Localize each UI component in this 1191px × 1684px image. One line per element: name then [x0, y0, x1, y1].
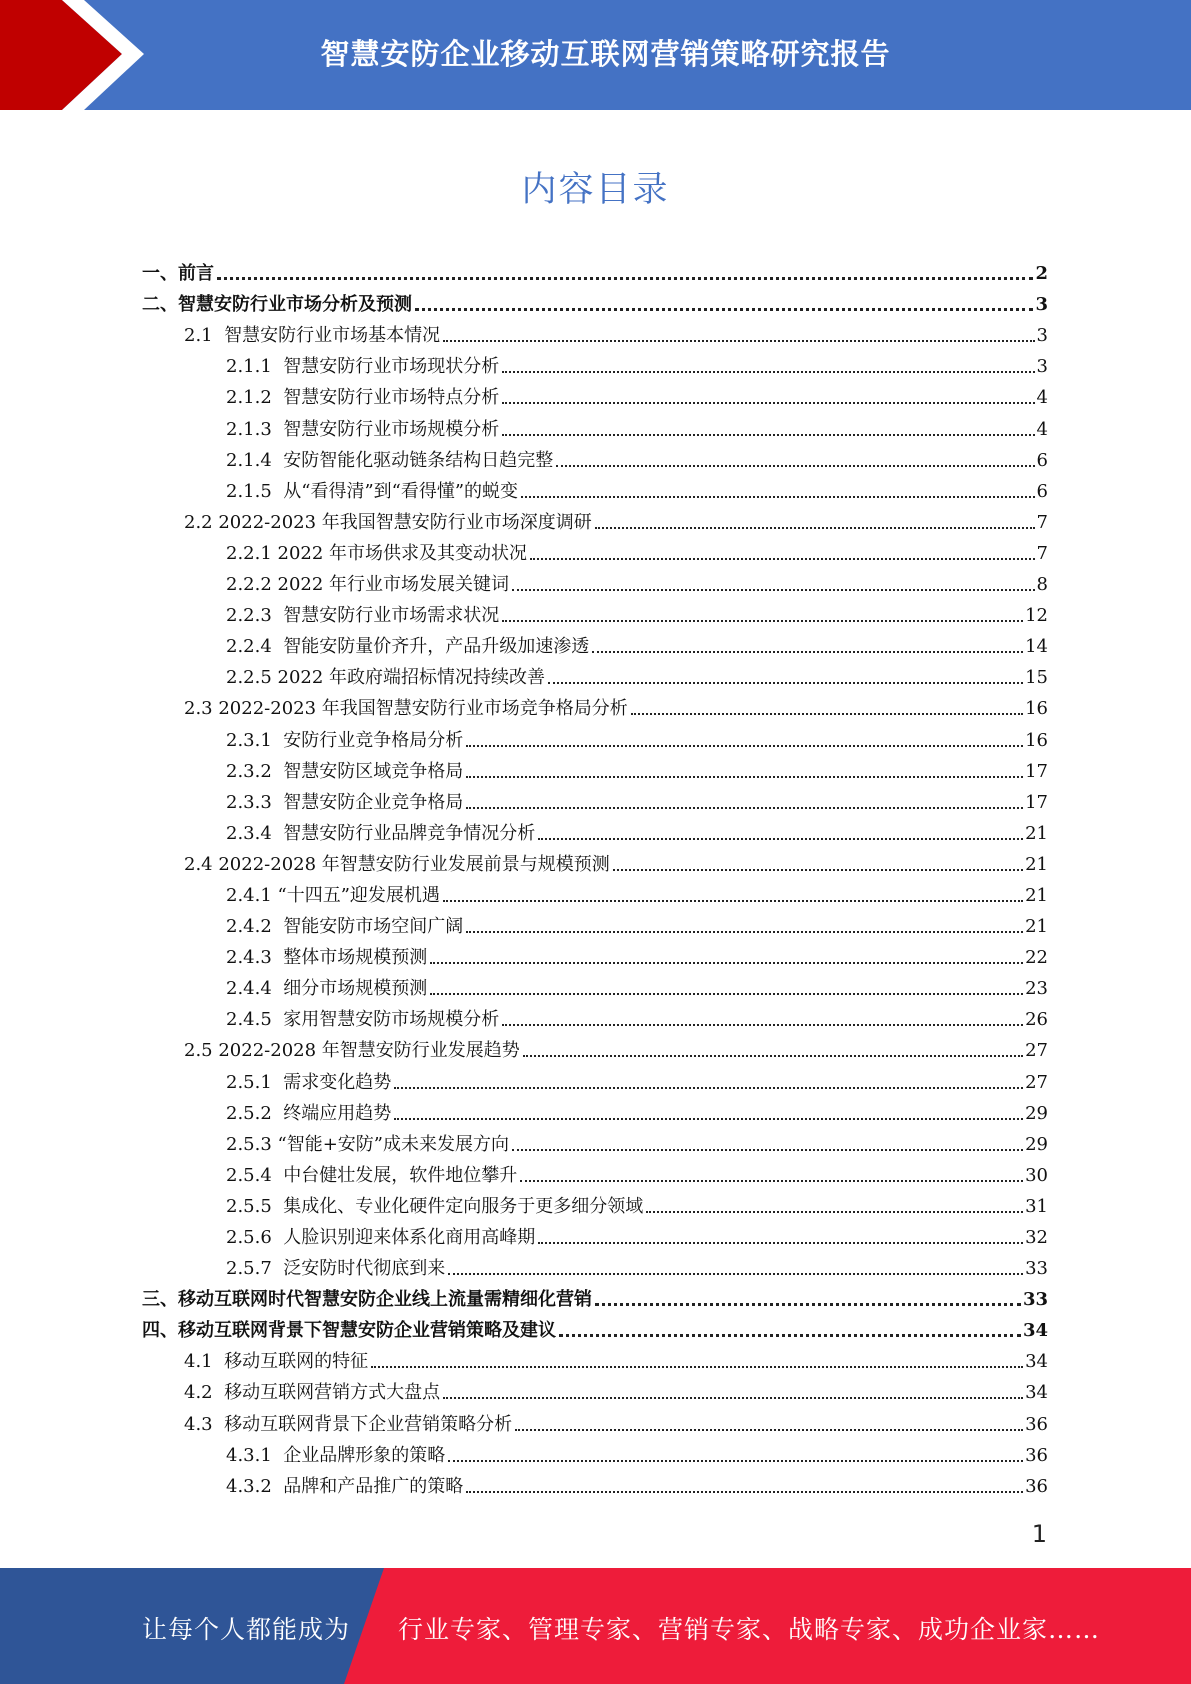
toc-entry-page: 4	[1036, 418, 1048, 440]
toc-entry-page: 30	[1025, 1164, 1048, 1186]
toc-entry[interactable]	[142, 1436, 1048, 1467]
toc-entry-page: 3	[1036, 356, 1048, 378]
toc-entry-title: 4.2 移动互联网营销方式大盘点	[184, 1382, 441, 1404]
toc-entry-page: 3	[1035, 294, 1048, 316]
toc-leader-dots	[515, 1429, 1023, 1431]
toc-entry-page: 22	[1025, 947, 1048, 969]
toc-entry-title: 一、前言	[142, 263, 214, 285]
toc-leader-dots	[502, 402, 1034, 404]
toc-entry-page: 4	[1036, 387, 1048, 409]
toc-entry-page: 7	[1036, 511, 1048, 533]
toc-leader-dots	[530, 558, 1034, 560]
toc-entry[interactable]	[142, 1218, 1048, 1249]
toc-entry[interactable]	[142, 938, 1048, 969]
toc-leader-dots	[646, 1211, 1023, 1213]
toc-entry[interactable]	[142, 907, 1048, 938]
toc-entry-title: 4.3.1 企业品牌形象的策略	[226, 1444, 446, 1466]
toc-entry[interactable]	[142, 316, 1048, 347]
toc-entry[interactable]	[142, 1156, 1048, 1187]
toc-leader-dots	[613, 869, 1023, 871]
toc-entry-page: 27	[1025, 1071, 1048, 1093]
report-title: 智慧安防企业移动互联网营销策略研究报告	[320, 36, 891, 71]
toc-entry-page: 7	[1036, 542, 1048, 564]
toc-leader-dots	[394, 1118, 1023, 1120]
toc-leader-dots	[595, 527, 1035, 529]
toc-entry[interactable]	[142, 1249, 1048, 1280]
toc-leader-dots	[502, 434, 1034, 436]
toc-entry-title: 2.3.1 安防行业竞争格局分析	[226, 729, 464, 751]
toc-entry-title: 2.5.5 集成化、专业化硬件定向服务于更多细分领域	[226, 1195, 644, 1217]
toc-entry[interactable]	[142, 378, 1048, 409]
toc-entry-page: 34	[1022, 1320, 1048, 1342]
footer-slogan-right: 行业专家、管理专家、营销专家、战略专家、成功企业家……	[398, 1615, 1101, 1644]
toc-entry-title: 2.1.5 从“看得清”到“看得懂”的蜕变	[226, 480, 519, 502]
toc-entry-title: 2.3.2 智慧安防区域竞争格局	[226, 760, 464, 782]
toc-entry-page: 34	[1025, 1351, 1048, 1373]
toc-entry-page: 29	[1025, 1133, 1048, 1155]
toc-leader-dots	[502, 371, 1034, 373]
toc-entry[interactable]	[142, 534, 1048, 565]
toc-entry[interactable]	[142, 1404, 1048, 1435]
toc-entry-title: 2.1.1 智慧安防行业市场现状分析	[226, 356, 500, 378]
toc-entry-page: 21	[1025, 853, 1048, 875]
toc-entry-page: 6	[1036, 449, 1048, 471]
toc-entry-title: 2.1 智慧安防行业市场基本情况	[184, 325, 441, 347]
toc-leader-dots	[512, 1149, 1023, 1151]
toc-entry-page: 36	[1025, 1475, 1048, 1497]
toc-entry-title: 4.3.2 品牌和产品推广的策略	[226, 1475, 464, 1497]
toc-entry-title: 2.2.5 2022 年政府端招标情况持续改善	[226, 667, 546, 689]
toc-entry[interactable]	[142, 347, 1048, 378]
toc-entry[interactable]	[142, 658, 1048, 689]
toc-leader-dots	[502, 1024, 1023, 1026]
toc-entry[interactable]	[142, 720, 1048, 751]
toc-leader-dots	[466, 745, 1023, 747]
toc-title: 内容目录	[521, 170, 670, 210]
toc-entry-title: 2.2.4 智能安防量价齐升，产品升级加速渗透	[226, 636, 590, 658]
toc-leader-dots	[430, 962, 1023, 964]
toc-entry[interactable]	[142, 409, 1048, 440]
toc-entry-title: 2.1.2 智慧安防行业市场特点分析	[226, 387, 500, 409]
toc-leader-dots	[466, 1491, 1023, 1493]
toc-leader-dots	[466, 807, 1023, 809]
footer-slogan-left: 让每个人都能成为	[142, 1615, 351, 1644]
toc-entry[interactable]	[142, 1062, 1048, 1093]
toc-entry[interactable]	[142, 845, 1048, 876]
toc-entry-title: 4.1 移动互联网的特征	[184, 1351, 369, 1373]
toc-entry[interactable]	[142, 1311, 1048, 1342]
toc-leader-dots	[443, 900, 1023, 902]
toc-entry[interactable]	[142, 596, 1048, 627]
toc-entry-page: 2	[1035, 263, 1048, 285]
toc-entry[interactable]	[142, 876, 1048, 907]
toc-entry-page: 3	[1036, 325, 1048, 347]
toc-entry-page: 33	[1025, 1258, 1048, 1280]
toc-entry[interactable]	[142, 1373, 1048, 1404]
toc-entry[interactable]	[142, 783, 1048, 814]
toc-leader-dots	[217, 277, 1033, 280]
toc-leader-dots	[502, 620, 1023, 622]
toc-entry-title: 2.5.2 终端应用趋势	[226, 1102, 392, 1124]
toc-entry[interactable]	[142, 565, 1048, 596]
toc-entry-title: 2.4 2022-2028 年智慧安防行业发展前景与规模预测	[184, 853, 610, 875]
toc-entry[interactable]	[142, 1094, 1048, 1125]
toc-entry-page: 8	[1036, 574, 1048, 596]
header-band	[0, 0, 1191, 110]
toc-leader-dots	[548, 682, 1023, 684]
toc-entry-page: 21	[1025, 916, 1048, 938]
toc-leader-dots	[556, 465, 1034, 467]
toc-entry-title: 2.3.3 智慧安防企业竞争格局	[226, 791, 464, 813]
toc-leader-dots	[631, 713, 1023, 715]
toc-entry[interactable]	[142, 1280, 1048, 1311]
toc-leader-dots	[512, 589, 1034, 591]
toc-entry-page: 15	[1025, 667, 1048, 689]
toc-leader-dots	[371, 1366, 1023, 1368]
toc-entry-page: 17	[1025, 760, 1048, 782]
toc-entry-page: 16	[1025, 729, 1048, 751]
toc-entry-title: 2.5.6 人脸识别迎来体系化商用高峰期	[226, 1227, 536, 1248]
toc-entry[interactable]	[142, 285, 1048, 316]
toc-entry-title: 2.5.4 中台健壮发展，软件地位攀升	[226, 1164, 518, 1186]
toc-leader-dots	[448, 1273, 1023, 1275]
toc-entry[interactable]	[142, 503, 1048, 534]
toc-leader-dots	[466, 776, 1023, 778]
toc-entry-page: 16	[1025, 698, 1048, 720]
toc-entry-page: 14	[1025, 636, 1048, 658]
toc-leader-dots	[538, 838, 1023, 840]
toc-leader-dots	[523, 1055, 1023, 1057]
toc-entry[interactable]	[142, 814, 1048, 845]
toc-leader-dots	[559, 1334, 1021, 1337]
toc-entry-page: 27	[1025, 1040, 1048, 1062]
toc-entry[interactable]	[142, 1031, 1048, 1062]
toc-entry-title: 2.4.5 家用智慧安防市场规模分析	[226, 1009, 500, 1031]
toc-entry-page: 32	[1025, 1227, 1048, 1248]
toc-entry[interactable]	[142, 1125, 1048, 1156]
toc-entry-page: 36	[1025, 1444, 1048, 1466]
toc-entry-title: 三、移动互联网时代智慧安防企业线上流量需精细化营销	[142, 1289, 592, 1311]
toc-entry-page: 6	[1036, 480, 1048, 502]
toc-entry-page: 17	[1025, 791, 1048, 813]
toc-entry-title: 2.4.3 整体市场规模预测	[226, 947, 428, 969]
toc-entry-page: 36	[1025, 1413, 1048, 1435]
toc-entry-title: 2.4.4 细分市场规模预测	[226, 978, 428, 1000]
toc-entry-title: 二、智慧安防行业市场分析及预测	[142, 294, 412, 316]
toc-entry-page: 23	[1025, 978, 1048, 1000]
toc-entry-title: 2.5 2022-2028 年智慧安防行业发展趋势	[184, 1040, 520, 1062]
page-number: 1	[1031, 1520, 1047, 1548]
toc-entry-page: 33	[1022, 1289, 1048, 1311]
toc-leader-dots	[592, 651, 1023, 653]
toc-entry-title: 2.2 2022-2023 年我国智慧安防行业市场深度调研	[184, 511, 592, 533]
toc-entry[interactable]	[142, 1467, 1048, 1498]
toc-leader-dots	[521, 496, 1034, 498]
footer-band	[0, 1568, 1191, 1684]
toc-entry-title: 2.1.4 安防智能化驱动链条结构日趋完整	[226, 449, 554, 471]
toc-leader-dots	[415, 308, 1033, 311]
toc-entry-title: 2.3 2022-2023 年我国智慧安防行业市场竞争格局分析	[184, 698, 628, 720]
toc-leader-dots	[595, 1303, 1021, 1306]
toc-leader-dots	[448, 1460, 1023, 1462]
toc-leader-dots	[443, 1397, 1023, 1399]
toc-entry-page: 29	[1025, 1102, 1048, 1124]
toc-entry-title: 2.5.1 需求变化趋势	[226, 1071, 392, 1093]
toc-entry-page: 12	[1025, 605, 1048, 627]
toc-list	[142, 254, 1048, 1498]
toc-entry-page: 26	[1025, 1009, 1048, 1031]
toc-leader-dots	[394, 1087, 1023, 1089]
toc-entry-page: 34	[1025, 1382, 1048, 1404]
toc-entry[interactable]	[142, 1187, 1048, 1218]
toc-entry-title: 4.3 移动互联网背景下企业营销策略分析	[184, 1413, 513, 1435]
toc-leader-dots	[443, 340, 1034, 342]
toc-entry-title: 2.4.1 “十四五”迎发展机遇	[226, 884, 440, 906]
toc-entry[interactable]	[142, 969, 1048, 1000]
toc-entry[interactable]	[142, 254, 1048, 285]
toc-entry[interactable]	[142, 689, 1048, 720]
toc-entry[interactable]	[142, 1342, 1048, 1373]
toc-entry-title: 2.4.2 智能安防市场空间广阔	[226, 916, 464, 938]
toc-entry-page: 21	[1025, 822, 1048, 844]
toc-entry-page: 31	[1025, 1195, 1048, 1217]
toc-leader-dots	[520, 1180, 1023, 1182]
toc-entry[interactable]	[142, 472, 1048, 503]
toc-entry-title: 四、移动互联网背景下智慧安防企业营销策略及建议	[142, 1320, 556, 1342]
toc-leader-dots	[466, 931, 1023, 933]
toc-leader-dots	[538, 1242, 1023, 1244]
toc-entry-title: 2.5.7 泛安防时代彻底到来	[226, 1258, 446, 1280]
toc-entry[interactable]	[142, 752, 1048, 783]
toc-leader-dots	[430, 993, 1023, 995]
toc-entry-title: 2.2.1 2022 年市场供求及其变动状况	[226, 542, 528, 564]
toc-entry[interactable]	[142, 441, 1048, 472]
toc-entry-title: 2.2.3 智慧安防行业市场需求状况	[226, 605, 500, 627]
toc-entry[interactable]	[142, 1000, 1048, 1031]
toc-entry-title: 2.3.4 智慧安防行业品牌竞争情况分析	[226, 822, 536, 844]
toc-entry-page: 21	[1025, 884, 1048, 906]
toc-entry[interactable]	[142, 627, 1048, 658]
toc-entry-title: 2.1.3 智慧安防行业市场规模分析	[226, 418, 500, 440]
toc-entry-title: 2.5.3 “智能+安防”成未来发展方向	[226, 1133, 510, 1155]
toc-entry-title: 2.2.2 2022 年行业市场发展关键词	[226, 574, 510, 596]
